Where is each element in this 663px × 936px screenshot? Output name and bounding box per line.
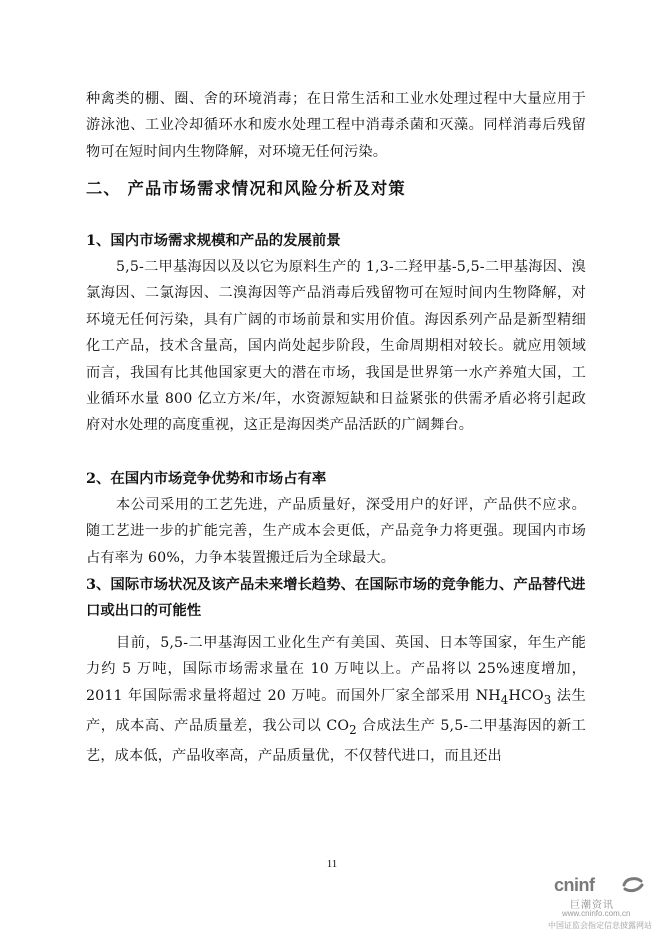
- subsection-2-body: 本公司采用的工艺先进，产品质量好，深受用户的好评，产品供不应求。随工艺进一步的扩能完善，生产成本会更低，产品竞争力将更强。现国内市场占有率为 60%，力争本装置搬迁后为全球最大。: [86, 497, 586, 566]
- subsection-3-body-part1: 目前，5,5-二甲基海因工业化生产有美国、英国、日本等国家，年生产能力约 5 万吨，国际市场需求量在 10 万吨以上。产品将以 25%速度增加，2011 年国际需求量将超过 20 万吨。而国外厂家全部采用 NH: [86, 635, 586, 704]
- section-heading: 二、 产品市场需求情况和风险分析及对策: [86, 179, 406, 198]
- subsection-3-body-part3: 法生产，成本高、产品质量差，我公司以 CO: [86, 687, 586, 735]
- cninfo-logo-text: cninf: [554, 875, 595, 895]
- subsection-1-title: 国内市场需求规模和产品的发展前景: [110, 232, 341, 249]
- subsection-3-body: [86, 630, 586, 770]
- subsection-1-number: 1、: [86, 232, 111, 249]
- subscript-4: 4: [500, 692, 509, 707]
- subsection-3-title: 国际市场状况及该产品未来增长趋势、在国际市场的竞争能力、产品替代进口或出口的可能性: [86, 576, 586, 620]
- subsection-1-body: 5,5-二甲基海因以及以它为原料生产的 1,3-二羟甲基-5,5-二甲基海因、溴氯海因、二氯海因、二溴海因等产品消毒后残留物可在短时间内生物降解，对环境无任何污染，具有广阔的市场前景和实用价值。海因系列产品是新型精细化工产品，技术含量高，国内尚处起步阶段，生命周期相对较长。就应用领域而言，我国有比其他国家更大的潜在市场，我国是世界第一水产养殖大国，工业循环水量 800 亿立方米/年，水资源短缺和日益紧张的供需矛盾必将引起政府对水处理的高度重视，这正是海因类产品活跃的广阔舞台。: [86, 259, 586, 434]
- cninfo-url: www.cninfo.com.cn: [562, 909, 631, 918]
- cninfo-watermark: [540, 872, 658, 934]
- subsection-1-heading: [86, 228, 586, 254]
- subsection-2-heading: [86, 466, 586, 492]
- subsection-2-title: 在国内市场竞争优势和市场占有率: [110, 470, 327, 487]
- cninfo-logo-icon: [622, 876, 644, 894]
- subscript-3: 3: [543, 692, 552, 707]
- cninfo-chinese-name: 巨潮资讯: [570, 900, 614, 911]
- subsection-2-number: 2、: [86, 470, 111, 487]
- subsection-3-heading: [86, 572, 586, 625]
- subscript-2: 2: [349, 722, 357, 737]
- subsection-3-number: 3、: [86, 576, 111, 593]
- intro-paragraph: 种禽类的棚、圈、舍的环境消毒；在日常生活和工业水处理过程中大量应用于游泳池、工业冷却循环水和废水处理工程中消毒杀菌和灭藻。同样消毒后残留物可在短时间内生物降解，对环境无任何污染。: [86, 91, 586, 160]
- subsection-3-body-part2: HCO: [508, 687, 544, 704]
- cninfo-tagline: 中国证监会指定信息披露网站: [548, 921, 652, 930]
- subsection-3-body-part4: 合成法生产 5,5-二甲基海因的新工艺，成本低，产品收率高，产品质量优，不仅替代进口，而且还出: [86, 718, 586, 765]
- page-number: 11: [326, 858, 338, 870]
